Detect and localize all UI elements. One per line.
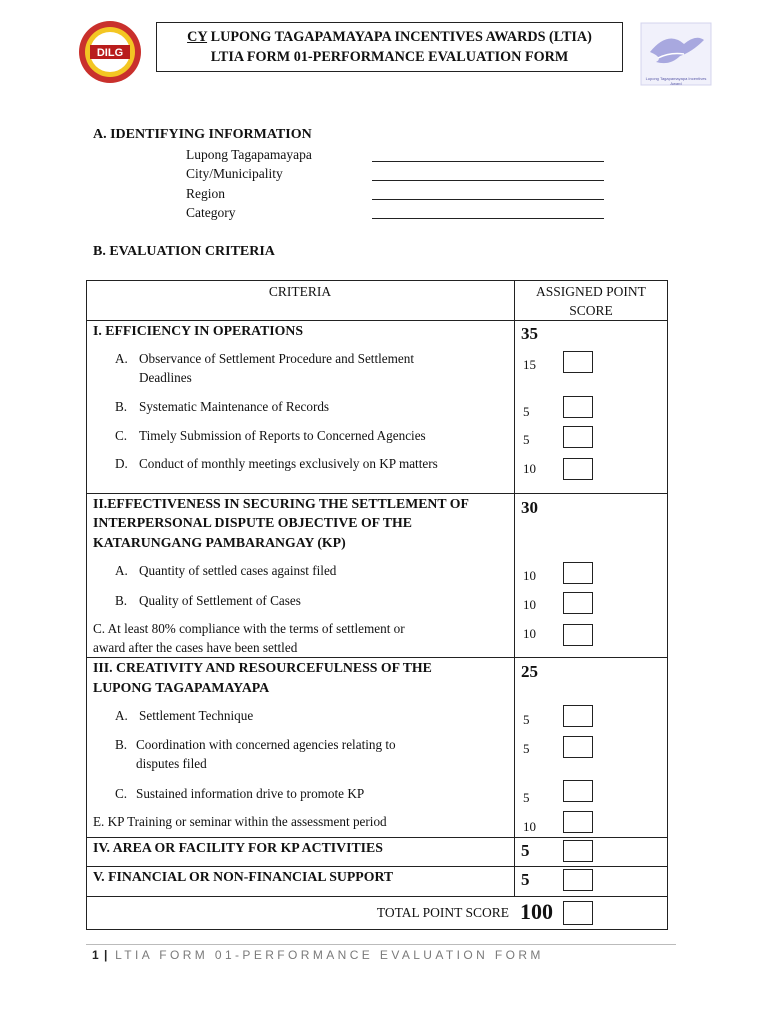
item-2c-text-2: award after the cases have been settled <box>93 640 298 655</box>
section-4-points: 5 <box>521 841 530 860</box>
section-3-points: 25 <box>521 662 538 681</box>
item-3a-letter: A. <box>115 708 128 723</box>
total-label: TOTAL POINT SCORE <box>376 905 509 920</box>
page-footer <box>92 948 544 962</box>
item-3c-points: 5 <box>523 790 530 805</box>
col-score-header-2: SCORE <box>569 303 613 318</box>
item-1a-score-box[interactable] <box>563 351 593 373</box>
title-cy: CY <box>187 29 208 45</box>
item-1a-letter: A. <box>115 351 128 366</box>
ltia-logo <box>640 22 712 86</box>
item-1c-text: Timely Submission of Reports to Concerned Agencies <box>139 428 426 443</box>
item-1b-letter: B. <box>115 399 128 414</box>
item-2b-points: 10 <box>523 597 536 612</box>
item-1b-points: 5 <box>523 404 530 419</box>
total-points: 100 <box>520 899 553 924</box>
item-3e-score-box[interactable] <box>563 811 593 833</box>
section-2-heading-1: II.EFFECTIVENESS IN SECURING THE SETTLEMENT OF <box>93 496 469 511</box>
total-score-box[interactable] <box>563 901 593 925</box>
field-label-region: Region <box>186 186 225 201</box>
item-2a-points: 10 <box>523 568 536 583</box>
item-3a-text: Settlement Technique <box>139 708 254 723</box>
item-1a-points: 15 <box>523 357 536 372</box>
section-1-heading: I. EFFICIENCY IN OPERATIONS <box>93 323 304 338</box>
section-b-title: B. EVALUATION CRITERIA <box>93 244 275 259</box>
item-1d-points: 10 <box>523 461 536 476</box>
item-3c-letter: C. <box>115 786 128 801</box>
title-line-1 <box>157 27 622 47</box>
field-label-city: City/Municipality <box>186 166 283 181</box>
item-2a-text: Quantity of settled cases against filed <box>139 563 337 578</box>
section-3-heading-1: III. CREATIVITY AND RESOURCEFULNESS OF THE <box>93 660 432 675</box>
dilg-logo <box>78 20 142 84</box>
item-3b-score-box[interactable] <box>563 736 593 758</box>
item-2c-score-box[interactable] <box>563 624 593 646</box>
section-2-points: 30 <box>521 498 538 517</box>
item-3b-text: Coordination with concerned agencies relating to <box>136 737 396 752</box>
footer-rule <box>86 944 676 945</box>
item-2b-letter: B. <box>115 593 128 608</box>
item-3c-score-box[interactable] <box>563 780 593 802</box>
item-1c-score-box[interactable] <box>563 426 593 448</box>
ltia-logo-caption: Lupong Tagapamayapa Incentives Award <box>645 76 707 86</box>
section-5-heading: V. FINANCIAL OR NON-FINANCIAL SUPPORT <box>93 869 394 884</box>
item-2b-score-box[interactable] <box>563 592 593 614</box>
item-1c-points: 5 <box>523 432 530 447</box>
section-a-title: A. IDENTIFYING INFORMATION <box>93 127 312 142</box>
section-5-points: 5 <box>521 870 530 889</box>
item-3e-text: E. KP Training or seminar within the assessment period <box>93 814 387 829</box>
field-label-lupong: Lupong Tagapamayapa <box>186 147 312 162</box>
item-3a-score-box[interactable] <box>563 705 593 727</box>
item-1b-text: Systematic Maintenance of Records <box>139 399 330 414</box>
item-3e-points: 10 <box>523 819 536 834</box>
item-3b-text-2: disputes filed <box>136 756 207 771</box>
item-1d-score-box[interactable] <box>563 458 593 480</box>
item-1a-text-2: Deadlines <box>139 370 192 385</box>
field-label-category: Category <box>186 205 236 220</box>
field-line-category[interactable] <box>372 218 604 219</box>
item-3b-letter: B. <box>115 737 128 752</box>
field-line-region[interactable] <box>372 199 604 200</box>
item-3c-text: Sustained information drive to promote KP <box>136 786 365 801</box>
section-3-heading-2: LUPONG TAGAPAMAYAPA <box>93 680 270 695</box>
form-title-box <box>156 22 623 72</box>
item-2a-score-box[interactable] <box>563 562 593 584</box>
item-2b-text: Quality of Settlement of Cases <box>139 593 301 608</box>
item-1c-letter: C. <box>115 428 128 443</box>
item-1d-letter: D. <box>115 456 128 471</box>
section-5-score-box[interactable] <box>563 869 593 891</box>
field-line-lupong[interactable] <box>372 161 604 162</box>
svg-text:DILG: DILG <box>96 47 124 59</box>
item-3a-points: 5 <box>523 712 530 727</box>
title-line-2: LTIA FORM 01-PERFORMANCE EVALUATION FORM <box>210 49 569 65</box>
item-2a-letter: A. <box>115 563 128 578</box>
col-criteria-header: CRITERIA <box>268 284 332 299</box>
item-2c-points: 10 <box>523 626 536 641</box>
section-4-heading: IV. AREA OR FACILITY FOR KP ACTIVITIES <box>93 840 383 855</box>
item-3b-points: 5 <box>523 741 530 756</box>
page-number: 1 | <box>92 948 109 962</box>
item-1b-score-box[interactable] <box>563 396 593 418</box>
section-1-points: 35 <box>521 324 538 343</box>
col-score-header-1: ASSIGNED POINT <box>536 284 646 299</box>
title-line-1-text: LUPONG TAGAPAMAYAPA INCENTIVES AWARDS (LTIA) <box>207 29 592 45</box>
section-4-score-box[interactable] <box>563 840 593 862</box>
item-1a-text: Observance of Settlement Procedure and Settlement <box>139 351 415 366</box>
section-2-heading-2: INTERPERSONAL DISPUTE OBJECTIVE OF THE <box>93 515 412 530</box>
field-line-city[interactable] <box>372 180 604 181</box>
item-2c-text: C. At least 80% compliance with the terms of settlement or <box>93 621 405 636</box>
footer-text: LTIA FORM 01-PERFORMANCE EVALUATION FORM <box>115 948 544 962</box>
section-2-heading-3: KATARUNGANG PAMBARANGAY (KP) <box>93 535 346 550</box>
item-1d-text: Conduct of monthly meetings exclusively on KP matters <box>139 456 438 471</box>
